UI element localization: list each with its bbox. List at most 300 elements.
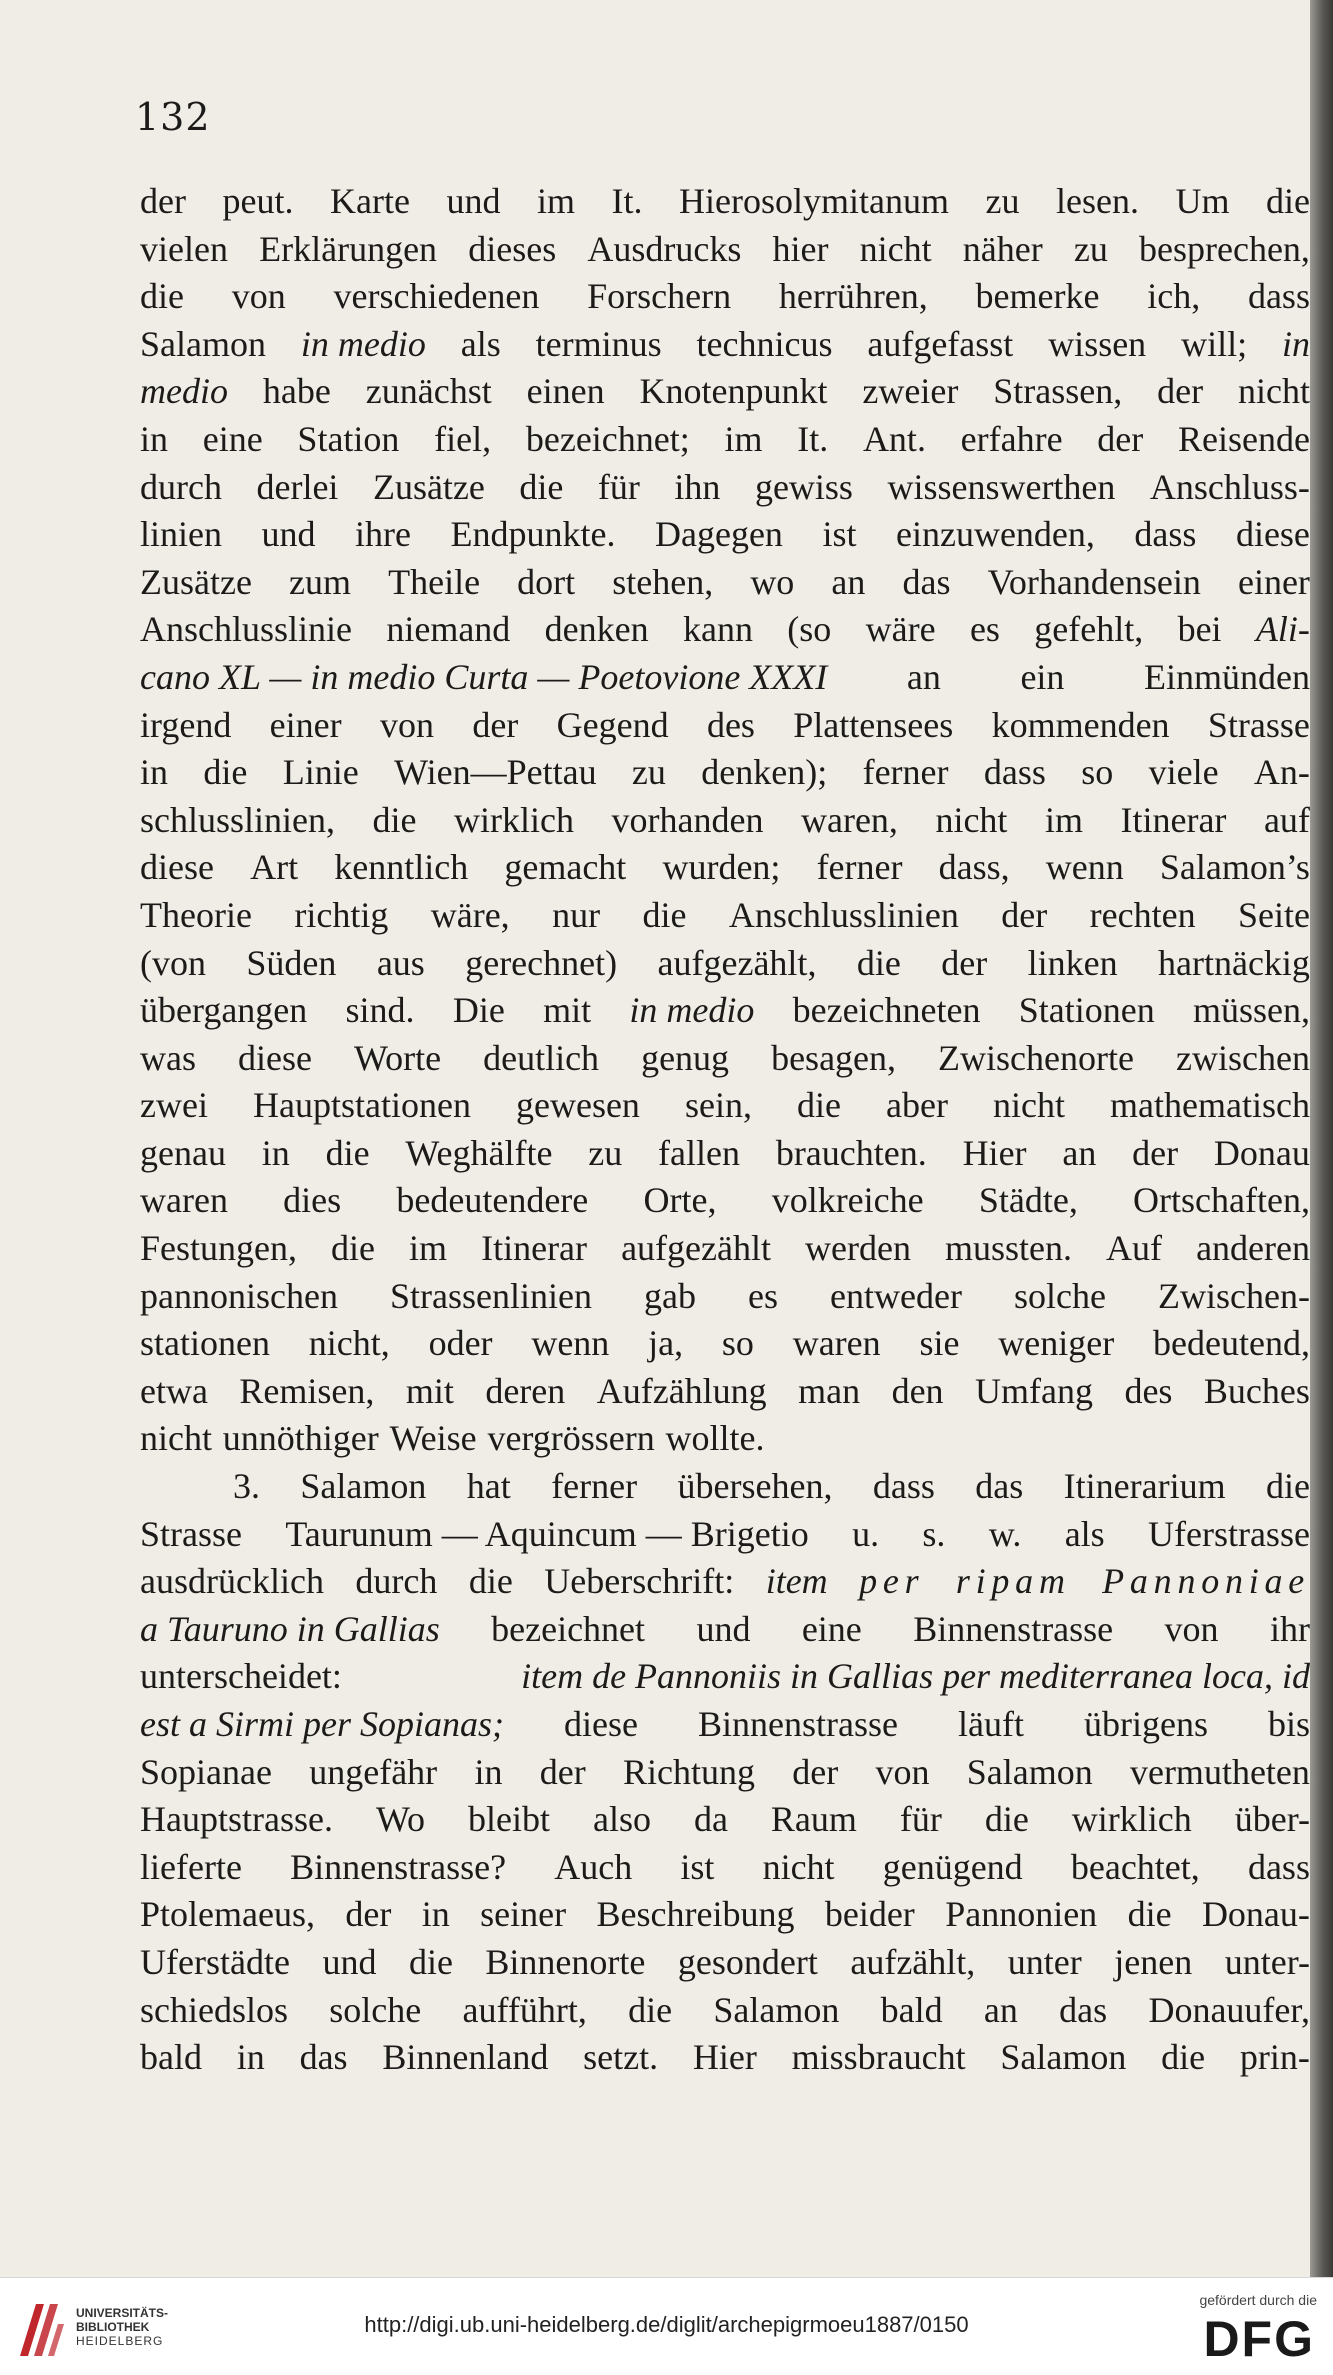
word: Knotenpunkt (639, 371, 828, 412)
word: linken (1027, 942, 1118, 983)
word: dies (283, 1180, 342, 1221)
word: die (1266, 1466, 1310, 1507)
word: zu (985, 181, 1020, 221)
word: ich, (1147, 276, 1201, 317)
word: herrühren, (778, 276, 928, 317)
word: in (140, 418, 169, 459)
word: Pannonien (945, 1894, 1098, 1935)
word: dass (983, 752, 1046, 793)
word: deutlich (483, 1037, 600, 1078)
word: an (831, 561, 866, 602)
word: einen (526, 371, 605, 412)
word: Die (452, 990, 505, 1031)
word: im (1044, 799, 1083, 840)
word: der (539, 1751, 586, 1792)
text-line (140, 273, 1310, 321)
word: da (693, 1799, 728, 1840)
word: Art (250, 847, 299, 888)
word: das (299, 2037, 348, 2078)
word: lieferte (140, 1846, 242, 1887)
text-line (140, 1130, 1310, 1178)
viewer-footer (0, 2277, 1333, 2375)
word: mit (405, 1370, 454, 1411)
word: mussten. (944, 1228, 1072, 1269)
text-line (140, 749, 1310, 797)
word: einer (1237, 561, 1310, 602)
word: prin- (1239, 2037, 1310, 2078)
text-line (140, 844, 1310, 892)
word: ferner (862, 752, 949, 793)
word: Theile (388, 561, 481, 602)
word: ein (1020, 656, 1065, 697)
word: gesondert (677, 1941, 818, 1982)
word: das (1059, 1989, 1108, 2030)
word: erfahre (960, 418, 1063, 459)
word: ihn (674, 466, 721, 507)
text-line (140, 1844, 1310, 1892)
word: sie (919, 1323, 960, 1364)
word: solche (329, 1989, 422, 2030)
word: zu (631, 752, 666, 793)
word: unter- (1224, 1941, 1310, 1982)
word: bedeutendere (396, 1180, 589, 1221)
word: bezeichnet (491, 1608, 646, 1649)
word: Uferstädte (140, 1941, 290, 1982)
library-name-line2: BIBLIOTHEK (76, 2320, 150, 2334)
word: übersehen, (677, 1466, 833, 1507)
word: Binnenland (382, 2037, 549, 2078)
word: Süden (246, 942, 337, 983)
word: Pannoniae (1102, 1561, 1310, 1602)
word: lesen. (1056, 181, 1139, 221)
word: (so (787, 609, 832, 650)
text-line (140, 321, 1310, 369)
word: Dagegen (655, 514, 783, 555)
word: an (1062, 1132, 1097, 1173)
word: Ptolemaeus, (140, 1894, 315, 1935)
word: kann (682, 609, 753, 650)
word: die (408, 1941, 453, 1982)
word: irgend (140, 704, 232, 745)
word: zum (289, 561, 352, 602)
word: Beschreibung (596, 1894, 795, 1935)
word: der (472, 704, 519, 745)
word: item (765, 1561, 828, 1602)
word: die (325, 1132, 370, 1173)
word: kenntlich (334, 847, 469, 888)
word: unterscheidet: (140, 1656, 342, 1697)
word: Stationen (1018, 990, 1155, 1031)
text-line (140, 1273, 1310, 1321)
word: ripam (955, 1561, 1071, 1602)
word: Donau- (1201, 1894, 1310, 1935)
word: mit (543, 990, 592, 1031)
word: dass (1247, 276, 1310, 317)
word: wo (750, 561, 795, 602)
word: über- (1234, 1799, 1310, 1840)
word: die (1127, 1894, 1172, 1935)
word: übergangen (140, 990, 308, 1031)
word: Binnenstrasse? (290, 1846, 507, 1887)
word: aufgefasst (867, 323, 1014, 364)
word: Wien—Pettau (394, 752, 597, 793)
word: die (628, 1989, 673, 2030)
word: ferner (816, 847, 903, 888)
word: bald (880, 1989, 943, 2030)
word: wenn (1045, 847, 1124, 888)
word: unter (1007, 1941, 1082, 1982)
word: Remisen, (239, 1370, 375, 1411)
word: zunächst (365, 371, 492, 412)
word: u. (852, 1513, 880, 1554)
word: stationen (140, 1323, 270, 1364)
word: gewiss (754, 466, 853, 507)
text-line (140, 1891, 1310, 1939)
word: habe (262, 371, 331, 412)
word: gefehlt, (1034, 609, 1144, 650)
word: deren (485, 1370, 566, 1411)
text-line (140, 1082, 1310, 1130)
word: der (1157, 371, 1204, 412)
word: wenn (531, 1323, 610, 1364)
word: Festungen, (140, 1228, 297, 1269)
page-number: 132 (135, 95, 211, 139)
word: derlei (256, 466, 339, 507)
word: für (899, 1799, 942, 1840)
word: Sopianae (140, 1751, 272, 1792)
word: Zusätze (372, 466, 485, 507)
word: sind. (345, 990, 415, 1031)
text-line (140, 2034, 1310, 2082)
word: Ant. (862, 418, 926, 459)
word: beachtet, (1070, 1846, 1200, 1887)
word: läuft (957, 1704, 1024, 1744)
word: item de Pannoniis in Gallias per mediterranea loca, id (521, 1656, 1310, 1697)
word: der (345, 1894, 392, 1935)
word: wirklich (454, 799, 574, 840)
text-line (140, 416, 1310, 464)
word: ungefähr (309, 1751, 438, 1792)
text-line (140, 1463, 1310, 1511)
word: dass (872, 1466, 935, 1507)
word: oder (428, 1323, 493, 1364)
word: Salamon (713, 1989, 840, 2030)
word: Taurunum — Aquincum — Brigetio (285, 1513, 809, 1554)
word: die (468, 1561, 513, 1602)
word: fallen (658, 1132, 740, 1173)
word: Erklärungen (259, 228, 438, 269)
word: Hier (962, 1132, 1027, 1173)
word: Gegend (556, 704, 669, 745)
word: medio (140, 371, 228, 412)
word: in (236, 2037, 265, 2078)
word: in (1281, 323, 1310, 364)
word: eine (202, 418, 263, 459)
word: die (203, 752, 248, 793)
word: Strassen, (993, 371, 1123, 412)
word: wäre (865, 609, 936, 650)
word: pannonischen (140, 1275, 338, 1316)
word: einer (269, 704, 342, 745)
word: missbraucht (791, 2037, 966, 2078)
word: das (975, 1466, 1024, 1507)
word: entweder (830, 1275, 962, 1316)
word: schiedslos (140, 1989, 288, 2030)
word: in medio (629, 990, 755, 1031)
word: Hauptstationen (253, 1085, 471, 1126)
word: es (969, 609, 1000, 650)
word: als (460, 323, 501, 364)
word: im (536, 181, 575, 221)
word: 3. (233, 1466, 260, 1507)
word: w. (988, 1513, 1022, 1554)
word: Salamon’s (1159, 847, 1310, 888)
word: aus (376, 942, 425, 983)
word: was (140, 1037, 196, 1078)
word: an (906, 656, 941, 697)
word: Ortschaften, (1133, 1180, 1310, 1221)
word: Wo (375, 1799, 426, 1840)
word: Binnenstrasse (698, 1704, 898, 1744)
word: Anschlusslinien (728, 894, 959, 935)
word: die (372, 799, 417, 840)
text-line (140, 654, 1310, 702)
word: bei (1177, 609, 1222, 650)
word: des (706, 704, 755, 745)
word: der (1097, 418, 1144, 459)
word: Itinerar (481, 1228, 588, 1269)
word: dass, (938, 847, 1010, 888)
word: Ueberschrift: (544, 1561, 735, 1602)
word: Donau (1213, 1132, 1310, 1173)
word: in (474, 1751, 503, 1792)
word: Vorhandensein (987, 561, 1201, 602)
word: aufgezählt (621, 1228, 771, 1269)
text-line (140, 1606, 1310, 1654)
text-line (140, 464, 1310, 512)
word: man (798, 1370, 861, 1411)
permalink-url[interactable]: http://digi.ub.uni-heidelberg.de/diglit/archepigrmoeu1887/0150 (364, 2312, 969, 2337)
word: von (875, 1751, 930, 1792)
word: Linie (282, 752, 359, 793)
word: Weghälfte (405, 1132, 553, 1173)
word: Aufzählung (596, 1370, 767, 1411)
text-line (140, 368, 1310, 416)
word: die (331, 1228, 376, 1269)
text-line (140, 606, 1310, 654)
word: Richtung (622, 1751, 755, 1792)
word: zu (1073, 228, 1108, 269)
word: schlusslinien, (140, 799, 335, 840)
word: Orte, (643, 1180, 717, 1221)
word: und (696, 1608, 751, 1649)
word: Binnenorte (485, 1941, 646, 1982)
word: It. (611, 181, 643, 221)
word: es (748, 1275, 779, 1316)
word: cano XL — in medio Curta — Poetovione XXXI (140, 656, 828, 697)
word: setzt. (583, 2037, 659, 2078)
word: die (140, 276, 184, 317)
text-line (140, 940, 1310, 988)
word: Hierosolymitanum (679, 181, 949, 221)
word: nicht (935, 799, 1008, 840)
word: Um (1175, 181, 1230, 221)
word: die (797, 1085, 841, 1126)
word: stehen, (612, 561, 714, 602)
word: Auch (554, 1846, 633, 1887)
word: bis (1267, 1704, 1310, 1744)
word: von (1164, 1608, 1219, 1649)
word: bezeichneten (792, 990, 981, 1031)
word: seiner (480, 1894, 567, 1935)
word: It. (797, 418, 829, 459)
word: Städte, (978, 1180, 1078, 1221)
word: Einmünden (1144, 656, 1310, 697)
word: besagen, (771, 1037, 897, 1078)
text-line (140, 1987, 1310, 2035)
word: übrigens (1083, 1704, 1208, 1744)
word: in (140, 752, 169, 793)
word: besprechen, (1139, 228, 1310, 269)
word: Weise (389, 1418, 477, 1459)
word: will; (1181, 323, 1248, 364)
word: Reisende (1177, 418, 1310, 459)
word: Anschlusslinie (140, 609, 352, 650)
word: hartnäckig (1158, 942, 1310, 983)
word: per (859, 1561, 925, 1602)
word: aufführt, (462, 1989, 587, 2030)
word: der (140, 181, 186, 221)
word: richtig (294, 894, 389, 935)
word: Station (297, 418, 400, 459)
word: Strasse (140, 1513, 242, 1554)
word: ja, (648, 1323, 684, 1364)
word: also (592, 1799, 651, 1840)
word: Hier (692, 2037, 757, 2078)
word: ist (822, 514, 857, 555)
word: bezeichnet; (525, 418, 690, 459)
word: in medio (300, 323, 426, 364)
word: weniger (998, 1323, 1115, 1364)
word: das (902, 561, 951, 602)
word: Zusätze (140, 561, 252, 602)
word: zweier (862, 371, 959, 412)
dfg-logo[interactable]: DFG (1203, 2311, 1315, 2367)
word: durch (140, 466, 222, 507)
word: vergrössern (487, 1418, 655, 1459)
word: Ali- (1255, 609, 1310, 650)
word: der (1001, 894, 1048, 935)
word: Anschluss- (1149, 466, 1310, 507)
word: so (721, 1323, 754, 1364)
word: diese (564, 1704, 638, 1744)
word: den (891, 1370, 944, 1411)
word: dort (517, 561, 576, 602)
text-line (140, 178, 1310, 226)
word: dass (1247, 1846, 1310, 1887)
word: Zwischenorte (938, 1037, 1134, 1078)
word: wollte. (665, 1418, 765, 1459)
word: eine (801, 1608, 862, 1649)
word: Binnenstrasse (913, 1608, 1114, 1649)
word: Theorie (140, 894, 252, 935)
word: aufgezählt, (657, 942, 817, 983)
word: bemerke (975, 276, 1100, 317)
word: als (1064, 1513, 1105, 1554)
word: und (446, 181, 501, 221)
text-line (140, 1939, 1310, 1987)
word: aber (886, 1085, 948, 1126)
word: hier (772, 228, 829, 269)
word: in (421, 1894, 450, 1935)
word: Worte (354, 1037, 442, 1078)
word: volkreiche (771, 1180, 924, 1221)
word: Forschern (587, 276, 732, 317)
text-line (140, 1701, 1310, 1749)
word: Strasse (1207, 704, 1310, 745)
word: Salamon (300, 1466, 427, 1507)
word: ferner (551, 1466, 638, 1507)
word: im (724, 418, 763, 459)
word: fiel, (434, 418, 492, 459)
word: ihr (1269, 1608, 1310, 1649)
word: sein, (684, 1085, 752, 1126)
word: waren (140, 1180, 228, 1221)
word: Seite (1238, 894, 1310, 935)
text-line (140, 702, 1310, 750)
word: gewesen (515, 1085, 640, 1126)
word: verschiedenen (333, 276, 540, 317)
word: nicht (1238, 371, 1310, 412)
word: waren, (800, 799, 898, 840)
word: Endpunkte. (450, 514, 616, 555)
word: ausdrücklich (140, 1561, 324, 1602)
word: im (409, 1228, 448, 1269)
word: dass (1134, 514, 1197, 555)
word: an (983, 1989, 1018, 2030)
word: des (1124, 1370, 1173, 1411)
text-line (140, 1320, 1310, 1368)
word: Salamon (140, 323, 266, 364)
word: zu (588, 1132, 623, 1173)
word: die (1161, 2037, 1206, 2078)
word: Auf (1106, 1228, 1163, 1269)
word: kommenden (991, 704, 1170, 745)
word: nur (552, 894, 601, 935)
word: Donauufer, (1148, 1989, 1310, 2030)
word: die (519, 466, 564, 507)
word: vorhanden (611, 799, 764, 840)
text-line (140, 1225, 1310, 1273)
word: viele (1148, 752, 1219, 793)
word: a Tauruno in Gallias (140, 1608, 440, 1649)
word: gemacht (504, 847, 627, 888)
word: dieses (468, 228, 557, 269)
text-line (140, 1415, 1310, 1463)
word: vermutheten (1129, 1751, 1310, 1792)
word: diese (1235, 514, 1310, 555)
word: nicht, (308, 1323, 390, 1364)
word: diese (238, 1037, 312, 1078)
funding-label: gefördert durch die (1199, 2292, 1317, 2308)
word: rechten (1089, 894, 1196, 935)
word: die (856, 942, 901, 983)
word: niemand (386, 609, 511, 650)
word: Plattensees (793, 704, 954, 745)
word: denken); (701, 752, 828, 793)
word: ihre (355, 514, 411, 555)
word: der (941, 942, 988, 983)
